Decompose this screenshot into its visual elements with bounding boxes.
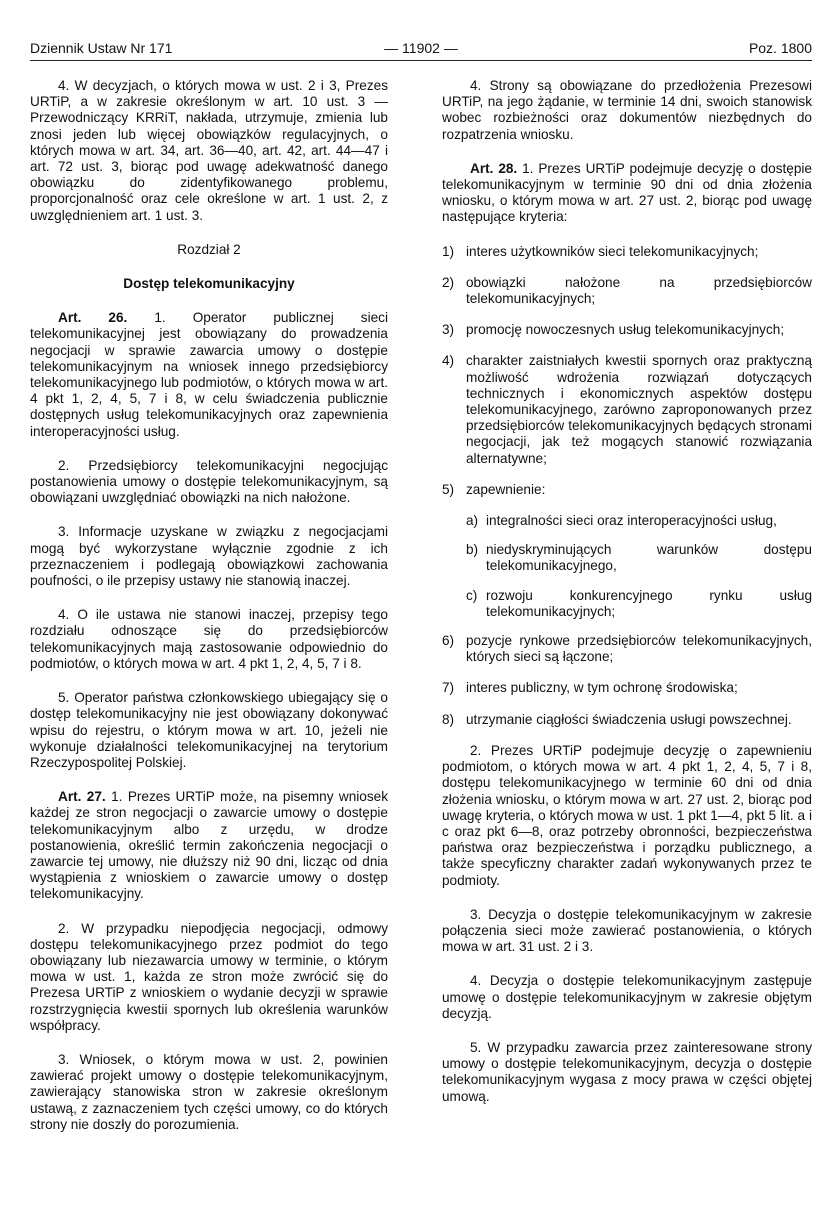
criterion-item [442, 275, 812, 307]
criterion-number: 1) [442, 243, 455, 259]
criterion-item [442, 482, 812, 498]
page-number: — 11902 — [384, 40, 458, 56]
art26-para-5: 5. Operator państwa członkowskiego ubiegający się o dostęp telekomunikacyjny nie jest obowiązany dokonywać wpisu do rejestru, o którym mowa w art. 10, jeżeli nie wykonuje działalności telekomunikacyjnej na terytorium Rzeczypospolitej Polskiej. [30, 690, 388, 770]
art27-para-2: 2. W przypadku niepodjęcia negocjacji, odmowy dostępu telekomunikacyjnego przez podmiot do tego obowiązany lub niezawarcia umowy w terminie, o którym mowa w ust. 1, każda ze stron może zwrócić się do Prezesa URTiP z wnioskiem o wydanie decyzji w sprawie rozstrzygnięcia kwestii spornych lub określenia warunków współpracy. [30, 920, 388, 1033]
art26-para-1-text: 1. Operator publicznej sieci telekomunikacyjnej jest obowiązany do prowadzenia negocjacji w sprawie zawarcia umowy o dostępie telekomunikacyjnym na wniosek innego przedsiębiorcy telekomunikacyjnego lub podmiotów, o których mowa w art. 4 pkt 1, 2, 4, 5, 7 i 8, w celu świadczenia publicznie dostępnych usług telekomunikacyjnych oraz zapewnienia interoperacyjności usług. [30, 310, 388, 439]
criterion-number: 4) [442, 353, 455, 369]
criterion-number: 7) [442, 680, 455, 696]
art26-label: Art. 26. [58, 310, 128, 326]
subcriterion-letter: c) [466, 587, 478, 603]
criteria-list [442, 244, 812, 728]
journal-title: Dziennik Ustaw Nr 171 [30, 40, 173, 56]
criterion-text: obowiązki nałożone na przedsiębiorców telekomunikacyjnych; [466, 274, 812, 307]
art27-para-3: 3. Wniosek, o którym mowa w ust. 2, powinien zawierać projekt umowy o dostępie telekomunikacyjnym, zawierający stanowiska stron w zakresie określonym ustawą, z zaznaczeniem tych części umowy, co do których strony nie doszły do porozumienia. [30, 1051, 388, 1132]
criterion-text: zapewnienie: [466, 481, 546, 497]
art28-para-5: 5. W przypadku zawarcia przez zainteresowane strony umowy o dostępie telekomunikacyjnym, decyzja o dostępie telekomunikacyjnym wygasa z mocy prawa w części objętej umową. [442, 1039, 812, 1104]
art27-para-1 [30, 789, 388, 902]
art28-para-2: 2. Prezes URTiP podejmuje decyzję o zapewnieniu podmiotom, o których mowa w art. 4 pkt 1, 2, 4, 5, 7 i 8, dostępu telekomunikacyjnego w terminie 60 dni od dnia złożenia wniosku, o którym mowa w art. 27 ust. 2, biorąc pod uwagę kryteria, o których mowa w ust. 1 pkt 1—4, pkt 5 lit. a i c oraz pkt 6—8, oraz potrzeby obronności, bezpieczeństwa państwa oraz bezpieczeństwa i porządku publicznego, a także specyficzny charakter zadań wykonywanych przez te podmioty. [442, 742, 812, 888]
criterion-item [442, 322, 812, 338]
criterion-text: interes publiczny, w tym ochronę środowiska; [466, 680, 738, 696]
art26-para-1 [30, 310, 388, 440]
art28-para-4: 4. Decyzja o dostępie telekomunikacyjnym zastępuje umowę o dostępie telekomunikacyjnym w zakresie objętym decyzją. [442, 973, 812, 1021]
subcriterion-item [442, 588, 812, 620]
criterion-item [442, 680, 812, 696]
position-number: Poz. 1800 [748, 40, 812, 56]
art27-para-1-text: 1. Prezes URTiP może, na pisemny wniosek każdej ze stron negocjacji o zawarcie umowy o dostępie telekomunikacyjnym albo z urzędu, w drodze postanowienia, określić termin zakończenia negocjacji o zawarcie tej umowy, nie dłuższy niż 90 dni, licząc od dnia wystąpienia z wnioskiem o zawarcie umowy o dostęp telekomunikacyjny. [30, 789, 389, 902]
criterion-number: 6) [442, 633, 455, 649]
art27-para-4: 4. Strony są obowiązane do przedłożenia Prezesowi URTiP, na jego żądanie, w terminie 14 dni, swoich stanowisk wobec rozbieżności oraz dokumentów niezbędnych do rozpatrzenia wniosku. [442, 78, 812, 142]
criterion-text: interes użytkowników sieci telekomunikacyjnych; [466, 243, 759, 259]
subcriterion-item [442, 542, 812, 574]
art27-label: Art. 27. [58, 789, 106, 805]
criterion-text: promocję nowoczesnych usług telekomunikacyjnych; [466, 322, 785, 338]
art26-para-2: 2. Przedsiębiorcy telekomunikacyjni negocjując postanowienia umowy o dostępie telekomunikacyjnym, są obowiązani uwzględniać obowiązki na nich nałożone. [30, 457, 388, 506]
subcriterion-item [442, 513, 812, 529]
criterion-number: 8) [442, 711, 455, 727]
criterion-number: 5) [442, 481, 455, 497]
subcriterion-text: integralności sieci oraz interoperacyjności usług, [486, 513, 777, 529]
left-column [30, 78, 388, 1151]
chapter-number: Rozdział 2 [177, 241, 241, 257]
right-column [442, 78, 812, 1123]
subcriterion-letter: a) [466, 513, 479, 529]
criterion-text: charakter zaistniałych kwestii spornych oraz praktyczną możliwość wdrożenia rozwiązań dotyczących technicznych i ekonomicznych aspektów dostępu telekomunikacyjnego, zarówno zaproponowanych przez przedsiębiorców telekomunikacyjnych będących stronami negocjacji, jak też mogących stanowić rozwiązania alternatywne; [466, 353, 812, 466]
criterion-item [442, 633, 812, 665]
art28-para-1-text: 1. Prezes URTiP podejmuje decyzję o dostępie telekomunikacyjnym w terminie 90 dni od dnia złożenia wniosku, o którym mowa w art. 27 ust. 2, biorąc pod uwagę następujące kryteria: [442, 160, 812, 225]
subcriterion-text: rozwoju konkurencyjnego rynku usług telekomunikacyjnych; [486, 587, 812, 619]
subcriterion-text: niedyskryminujących warunków dostępu telekomunikacyjnego, [486, 542, 812, 574]
criterion-item [442, 353, 812, 466]
criterion-text: utrzymanie ciągłości świadczenia usługi powszechnej. [466, 711, 792, 727]
page-header [30, 40, 812, 61]
art28-para-1 [442, 161, 812, 226]
art28-para-3: 3. Decyzja o dostępie telekomunikacyjnym w zakresie połączenia sieci może zawierać postanowienia, o których mowa w art. 31 ust. 2 i 3. [442, 906, 812, 955]
criterion-number: 3) [442, 322, 455, 338]
chapter-title: Dostęp telekomunikacyjny [123, 276, 295, 292]
criterion-item [442, 244, 812, 260]
art26-para-4: 4. O ile ustawa nie stanowi inaczej, przepisy tego rozdziału odnoszące się do przedsiębiorców telekomunikacyjnych mają zastosowanie odpowiednio do podmiotów, o których mowa w art. 4 pkt 1, 2, 4, 5, 7 i 8. [30, 607, 388, 671]
criterion-item [442, 712, 812, 728]
art25-para-4: 4. W decyzjach, o których mowa w ust. 2 i 3, Prezes URTiP, a w zakresie określonym w art. 10 ust. 3 — Przewodniczący KRRiT, nakłada, utrzymuje, zmienia lub znosi jeden lub więcej obowiązków regulacyjnych, o których mowa w art. 34, art. 36—40, art. 42, art. 44—47 i art. 72 ust. 3, biorąc pod uwagę adekwatność danego obowiązku do zidentyfikowanego problemu, proporcjonalność oraz cele określone w art. 1 ust. 2, z uwzględnieniem art. 1 ust. 3. [30, 78, 388, 223]
criterion-text: pozycje rynkowe przedsiębiorców telekomunikacyjnych, których sieci są łączone; [466, 633, 812, 665]
art28-label: Art. 28. [470, 160, 518, 176]
subcriterion-letter: b) [466, 542, 479, 558]
art26-para-3: 3. Informacje uzyskane w związku z negocjacjami mogą być wykorzystane wyłącznie zgodnie z ich przeznaczeniem i podlegają obowiązkowi zachowania poufności, o ile przepisy ustawy nie stanowią inaczej. [30, 524, 388, 589]
criterion-number: 2) [442, 274, 455, 290]
